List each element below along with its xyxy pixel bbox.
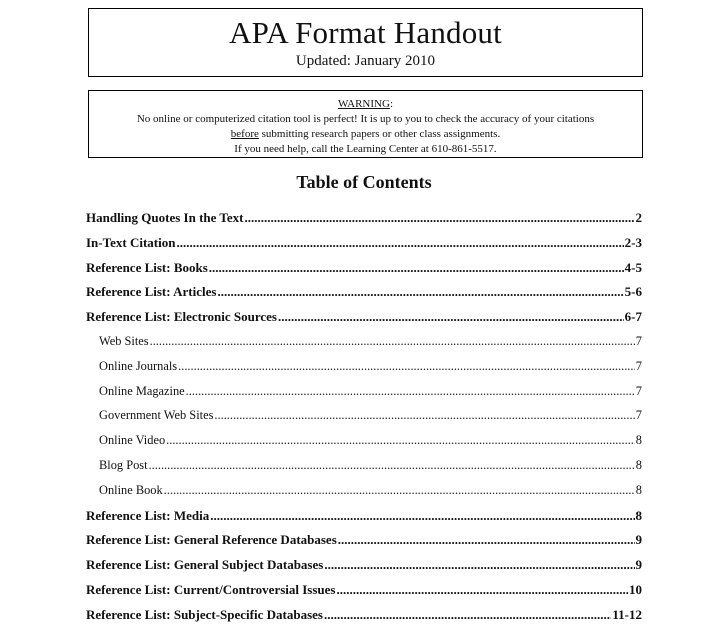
toc-entry	[86, 458, 642, 483]
toc-leader-dots	[164, 483, 635, 498]
toc-leader-dots	[214, 408, 634, 423]
toc-entry	[86, 607, 642, 632]
toc-entry-label: Online Magazine	[99, 383, 185, 398]
toc-leader-dots	[324, 607, 611, 623]
toc-entry	[86, 483, 642, 508]
warning-line-2	[89, 127, 642, 142]
toc-entry	[86, 508, 642, 533]
toc-entry	[86, 235, 642, 260]
toc-entry-label: Government Web Sites	[99, 408, 214, 423]
toc-entry-page: 7	[635, 383, 642, 398]
toc-entry-page: 8	[635, 482, 642, 497]
warning-before: before	[230, 128, 259, 140]
title-box	[88, 8, 643, 77]
toc-entry	[86, 210, 642, 235]
toc-leader-dots	[324, 557, 634, 573]
toc-entry	[86, 582, 642, 607]
toc-leader-dots	[176, 235, 623, 251]
toc-leader-dots	[209, 260, 624, 276]
toc-leader-dots	[337, 582, 629, 598]
toc-leader-dots	[186, 384, 635, 399]
toc-entry-label: Online Book	[99, 482, 163, 497]
warning-line-2-rest: submitting research papers or other class assignments.	[258, 128, 501, 140]
toc-entry-label: Reference List: Books	[86, 259, 208, 275]
toc-leader-dots	[245, 210, 635, 226]
toc-leader-dots	[338, 532, 635, 548]
toc-entry-page: 8	[635, 433, 642, 448]
toc-entry	[86, 433, 642, 458]
toc-entry-page: 8	[635, 457, 642, 472]
toc-entry-label: Web Sites	[99, 333, 149, 348]
toc-entry-label: Reference List: Subject-Specific Databases	[86, 606, 323, 622]
warning-line-1: No online or computerized citation tool is perfect! It is up to you to check the accuracy of your citations	[136, 113, 595, 125]
toc-entry-page: 5-6	[624, 284, 642, 300]
toc-entry	[86, 532, 642, 557]
toc-entry-label: Reference List: Articles	[86, 284, 217, 300]
toc-entry	[86, 557, 642, 582]
toc-entry-page: 10	[629, 581, 642, 597]
warning-box	[88, 90, 643, 158]
toc-entry-page: 11-12	[612, 606, 642, 622]
toc-entry-page: 8	[635, 507, 642, 523]
document-title: APA Format Handout	[229, 15, 502, 50]
warning-heading: WARNING	[337, 98, 390, 110]
toc-entry	[86, 284, 642, 309]
toc-entry-page: 9	[635, 557, 642, 573]
toc-entry-page: 7	[635, 333, 642, 348]
toc-entry	[86, 384, 642, 409]
toc-entry-page: 6-7	[624, 309, 642, 325]
toc-entry-label: Handling Quotes In the Text	[86, 210, 244, 225]
toc-entry	[86, 260, 642, 285]
toc-leader-dots	[149, 458, 635, 473]
toc-entry-label: Online Journals	[99, 358, 178, 373]
toc-entry-page: 2-3	[624, 234, 642, 250]
table-of-contents	[86, 210, 642, 632]
toc-entry-page: 7	[635, 358, 642, 373]
toc-entry-label: Reference List: General Subject Databases	[86, 557, 324, 573]
toc-entry-label: Online Video	[99, 433, 166, 448]
toc-heading: Table of Contents	[296, 172, 432, 192]
toc-entry-label: Reference List: Electronic Sources	[86, 309, 277, 325]
toc-entry-label: Blog Post	[99, 457, 148, 472]
toc-leader-dots	[178, 359, 635, 374]
toc-entry	[86, 359, 642, 384]
toc-entry	[86, 334, 642, 359]
toc-leader-dots	[166, 433, 635, 448]
toc-leader-dots	[210, 508, 634, 524]
toc-entry-page: 2	[635, 210, 642, 225]
toc-entry-page: 4-5	[624, 259, 642, 275]
toc-entry-label: In-Text Citation	[86, 234, 176, 250]
updated-date: Updated: January 2010	[295, 53, 436, 69]
toc-entry-page: 7	[635, 408, 642, 423]
toc-leader-dots	[150, 334, 635, 349]
toc-entry-label: Reference List: General Reference Databases	[86, 532, 337, 548]
toc-entry-label: Reference List: Current/Controversial Issues	[86, 581, 336, 597]
toc-entry-label: Reference List: Media	[86, 507, 210, 523]
toc-entry-page: 9	[635, 532, 642, 548]
warning-line-3: If you need help, call the Learning Center at 610-861-5517.	[234, 143, 497, 155]
warning-heading-line	[89, 91, 642, 112]
warning-heading-suffix: :	[389, 98, 393, 110]
toc-entry	[86, 309, 642, 334]
toc-entry	[86, 408, 642, 433]
toc-leader-dots	[217, 284, 623, 300]
toc-leader-dots	[278, 309, 624, 325]
